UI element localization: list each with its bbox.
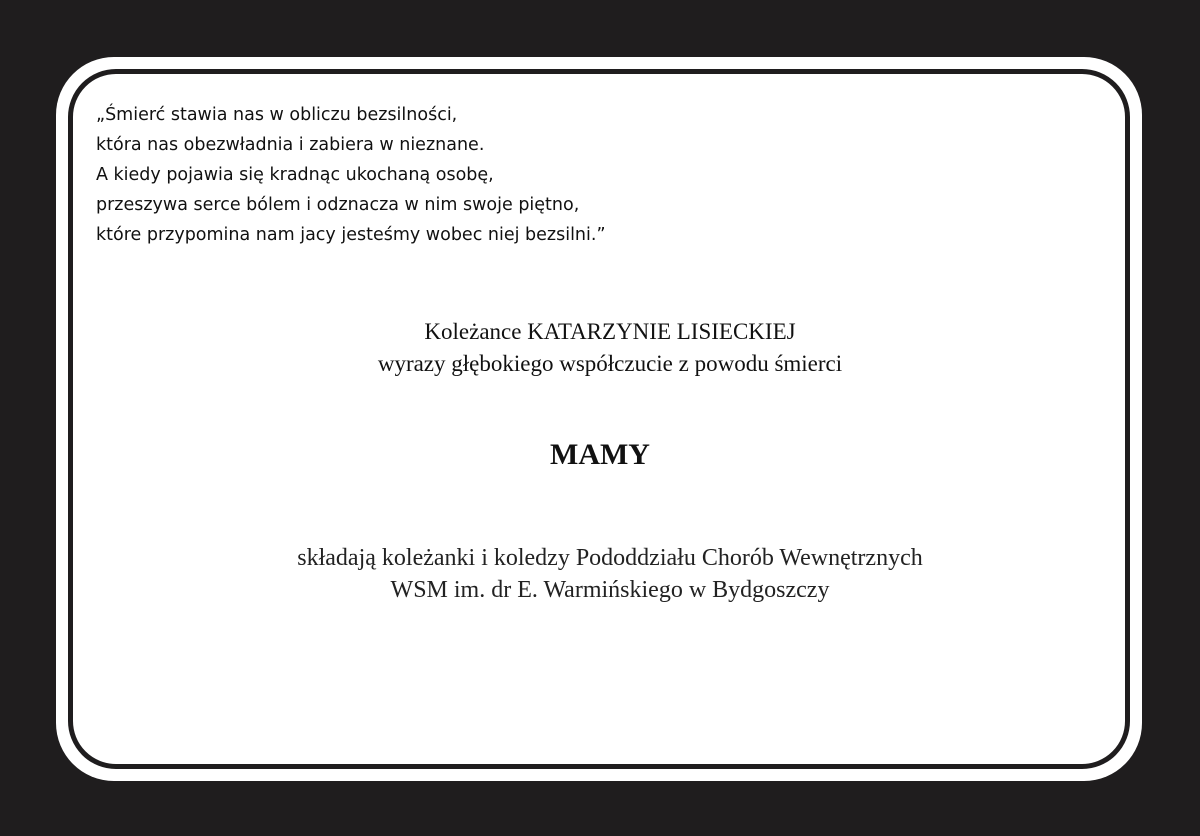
signoff-line-2: WSM im. dr E. Warmińskiego w Bydgoszczy <box>390 577 830 603</box>
quote-block <box>96 100 606 250</box>
quote-line-2: która nas obezwładnia i zabiera w nieznane. <box>96 135 485 155</box>
quote-line-3: A kiedy pojawia się kradnąc ukochaną osobę, <box>96 165 494 185</box>
deceased-title: MAMY <box>550 438 650 471</box>
dedication-message: wyrazy głębokiego współczucie z powodu śmierci <box>377 351 843 376</box>
signoff-block <box>0 542 1200 606</box>
quote-line-4: przeszywa serce bólem i odznacza w nim swoje piętno, <box>96 195 580 215</box>
dedication-recipient: Koleżance KATARZYNIE LISIECKIEJ <box>424 319 796 344</box>
dedication-block <box>0 316 1200 380</box>
quote-line-1: „Śmierć stawia nas w obliczu bezsilności, <box>96 105 458 125</box>
signoff-line-1: składają koleżanki i koledzy Pododdziału Chorób Wewnętrznych <box>297 545 923 571</box>
quote-line-5: które przypomina nam jacy jesteśmy wobec niej bezsilni.” <box>96 225 606 245</box>
